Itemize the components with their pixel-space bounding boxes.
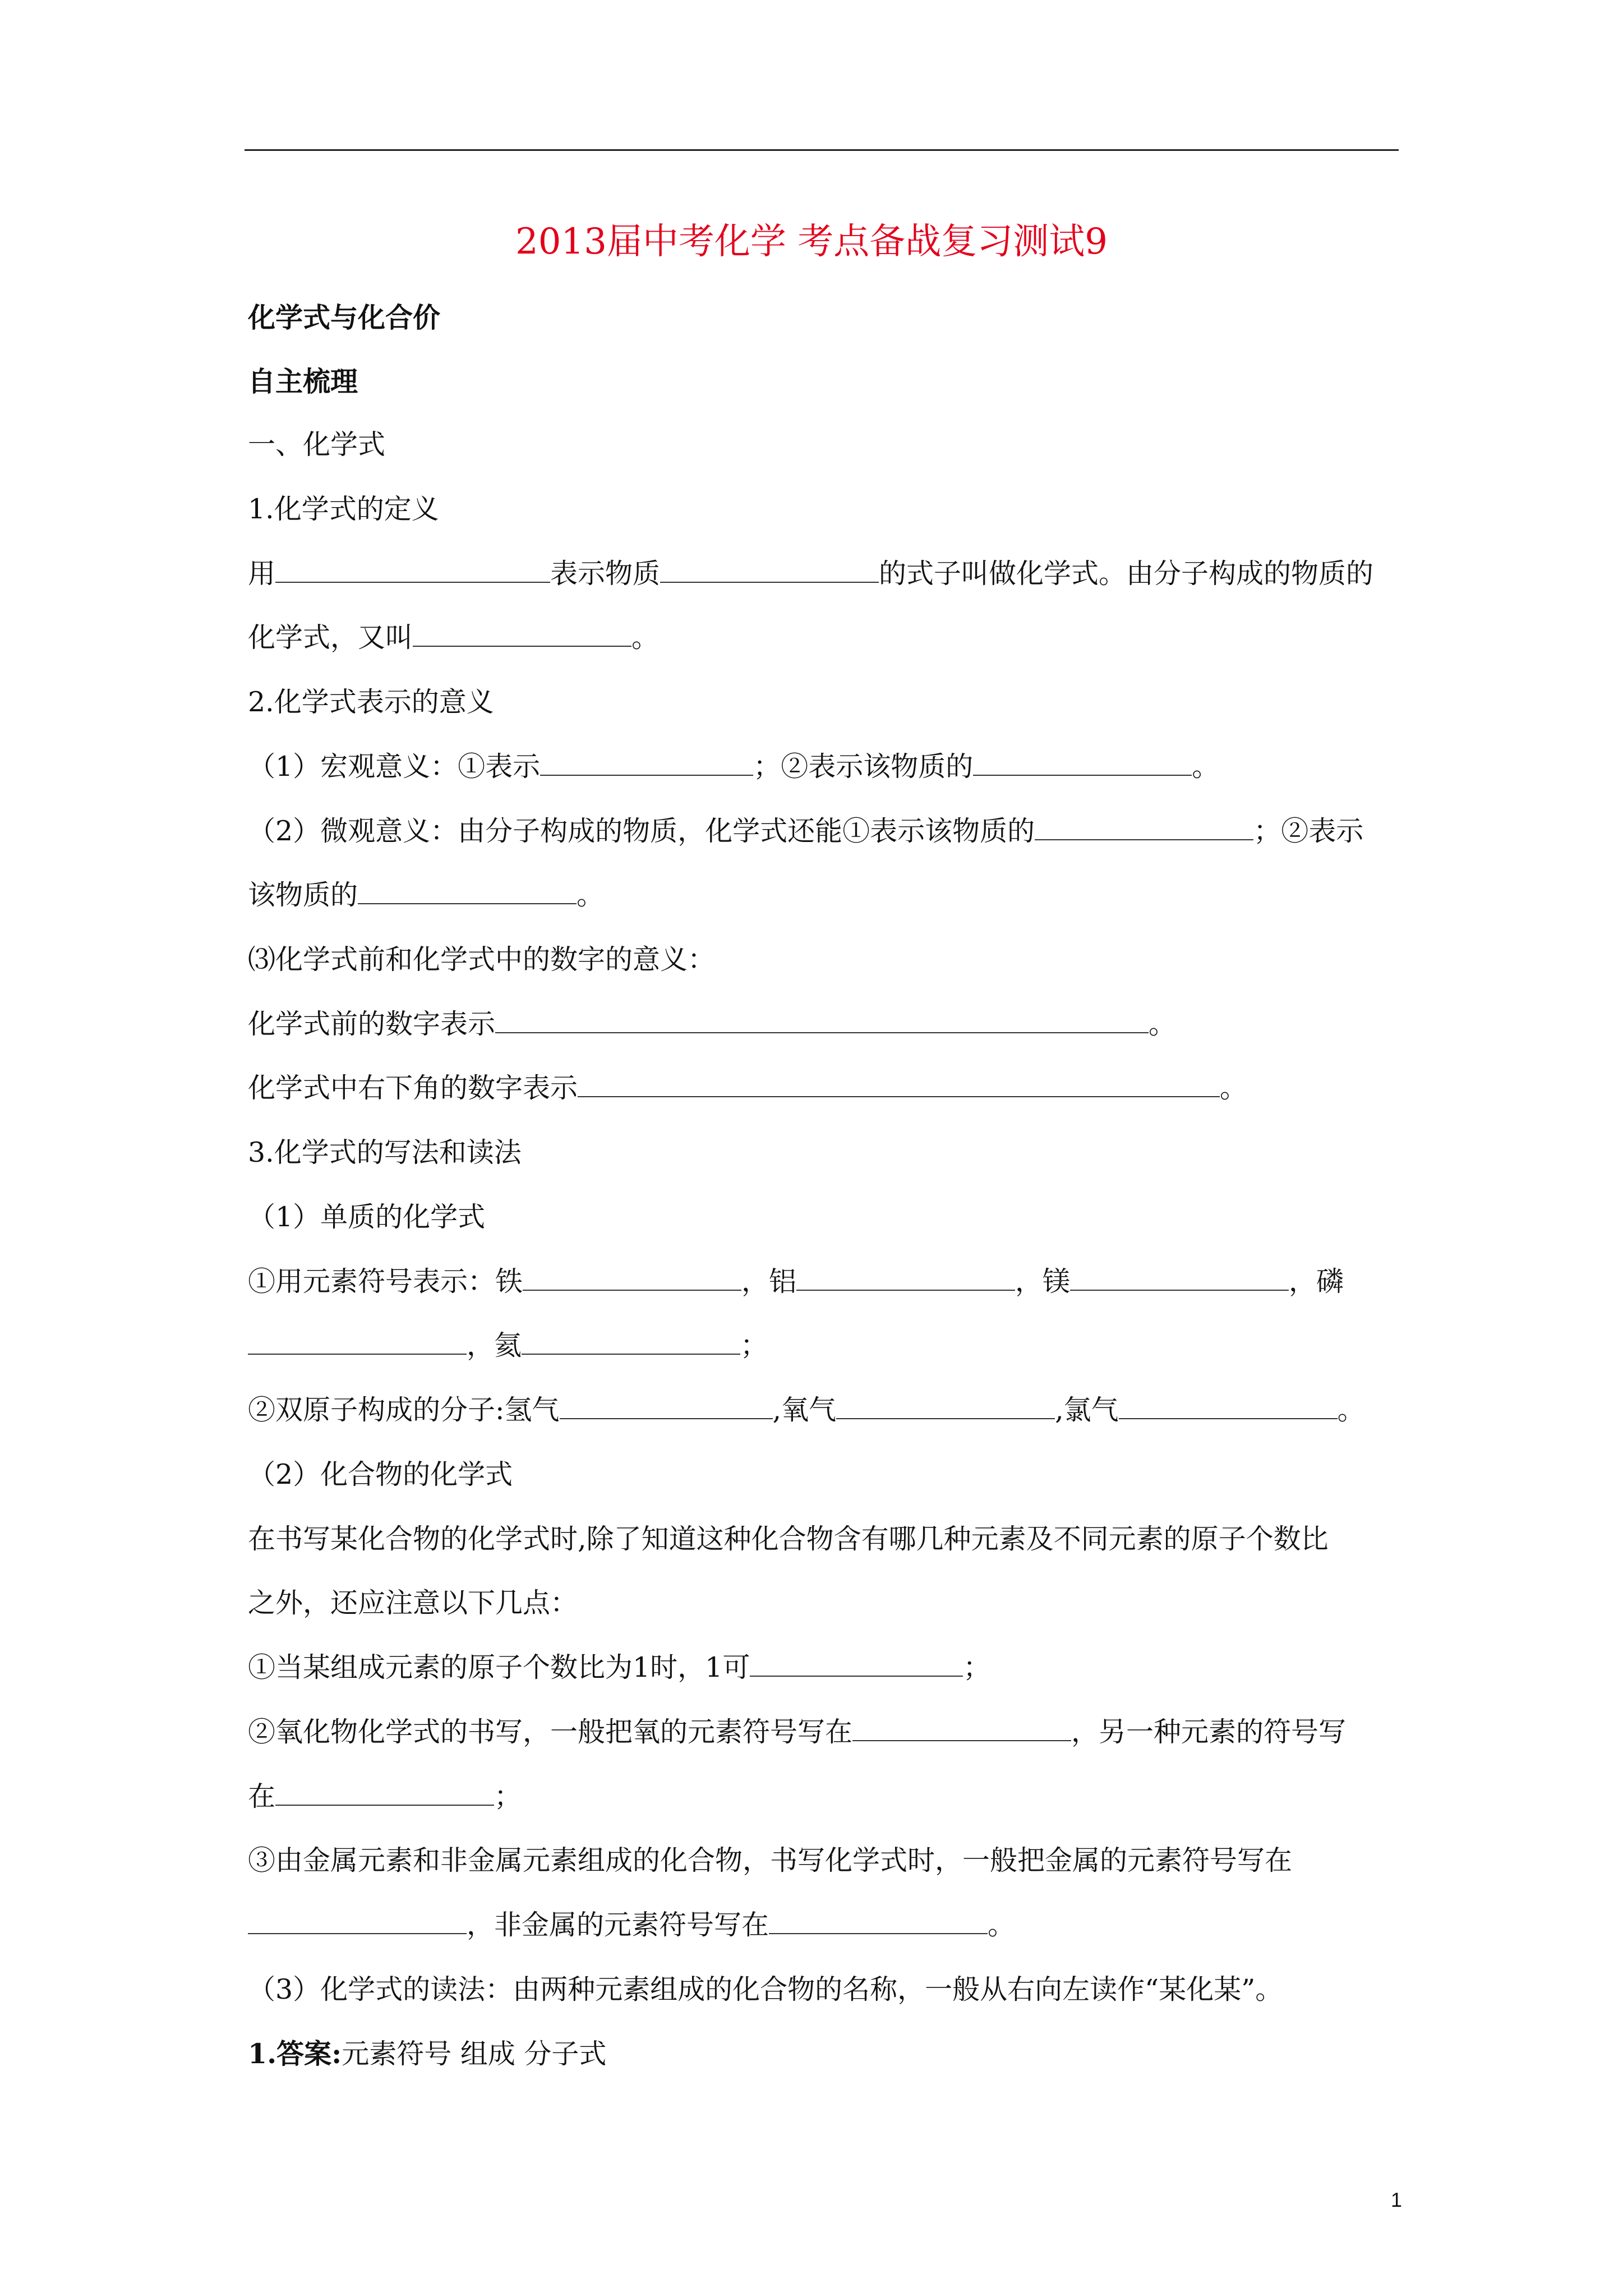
compound-text-line-1: 在书写某化合物的化学式时,除了知道这种化合物含有哪几种元素及不同元素的原子个数比 — [248, 1523, 1329, 1555]
page-number: 1 — [1390, 2188, 1402, 2211]
answer-label: 1.答案: — [248, 2037, 342, 2070]
blank — [523, 1289, 741, 1291]
macro-meaning: （1）宏观意义：①表示 ；②表示该物质的 。 — [248, 751, 1220, 783]
blank — [1035, 839, 1253, 840]
blank — [413, 645, 631, 647]
blank — [852, 1740, 1071, 1741]
topic-heading: 化学式与化合价 — [248, 301, 441, 334]
element-symbols-line-2: ，氦 ； — [248, 1326, 1398, 1365]
blank — [560, 1418, 773, 1419]
micro-meaning-line-1: （2）微观意义：由分子构成的物质，化学式还能①表示该物质的 ；②表示 — [248, 815, 1364, 847]
item-1-definition-line-2: 化学式，又叫 。 — [248, 622, 660, 654]
rule-3-line-2: ，非金属的元素符号写在 。 — [248, 1906, 1398, 1945]
header-rule — [245, 149, 1399, 151]
diatomic-molecules: ②双原子构成的分子:氢气 ,氧气 ,氯气 。 — [248, 1394, 1365, 1426]
subscript-number-meaning: 化学式中右下角的数字表示 。 — [248, 1072, 1248, 1104]
item-1-definition-line-1: 用 表示物质 的式子叫做化学式。由分子构成的物质的 — [248, 558, 1374, 590]
blank — [522, 1353, 740, 1355]
rule-1: ①当某组成元素的原子个数比为1时，1可 ； — [248, 1651, 991, 1683]
blank — [750, 1675, 963, 1677]
rule-3-line-1: ③由金属元素和非金属元素组成的化合物，书写化学式时，一般把金属的元素符号写在 — [248, 1844, 1293, 1876]
blank — [796, 1289, 1015, 1291]
blank — [248, 1353, 467, 1355]
element-formula-title: （1）单质的化学式 — [248, 1201, 486, 1233]
blank — [769, 1932, 988, 1934]
blank — [973, 774, 1192, 776]
compound-text-line-2: 之外，还应注意以下几点： — [248, 1587, 578, 1619]
blank — [660, 581, 879, 583]
blank — [275, 1804, 494, 1806]
micro-meaning-line-2: 该物质的 。 — [248, 879, 605, 911]
item-2-title: 2.化学式表示的意义 — [248, 686, 494, 718]
blank — [495, 1032, 1149, 1033]
item-1-title: 1.化学式的定义 — [248, 493, 439, 525]
blank — [540, 774, 753, 776]
blank — [248, 1932, 467, 1934]
blank — [275, 581, 550, 583]
blank — [578, 1096, 1220, 1097]
review-heading: 自主梳理 — [248, 365, 358, 398]
rule-2-line-1: ②氧化物化学式的书写，一般把氧的元素符号写在 ，另一种元素的符号写 — [248, 1716, 1347, 1748]
reading-rule: （3）化学式的读法：由两种元素组成的化合物的名称，一般从右向左读作“某化某”。 — [248, 1973, 1283, 2005]
answer-line — [248, 2034, 1398, 2074]
rule-2-line-2: 在 ； — [248, 1780, 522, 1812]
blank — [1119, 1418, 1338, 1419]
compound-formula-title: （2）化合物的化学式 — [248, 1458, 513, 1490]
front-number-meaning: 化学式前的数字表示 。 — [248, 1008, 1177, 1040]
blank — [1070, 1289, 1289, 1291]
answer-text: 元素符号 组成 分子式 — [342, 2038, 607, 2070]
document-title: 2013届中考化学 考点备战复习测试9 — [515, 221, 1108, 263]
section-1-heading: 一、化学式 — [248, 429, 386, 461]
blank — [836, 1418, 1055, 1419]
element-symbols-line-1: ①用元素符号表示：铁 ，铝 ，镁 ，磷 — [248, 1266, 1344, 1297]
blank — [358, 903, 577, 904]
item-3-title: 3.化学式的写法和读法 — [248, 1137, 522, 1168]
numbers-meaning: ⑶化学式前和化学式中的数字的意义： — [248, 944, 716, 976]
